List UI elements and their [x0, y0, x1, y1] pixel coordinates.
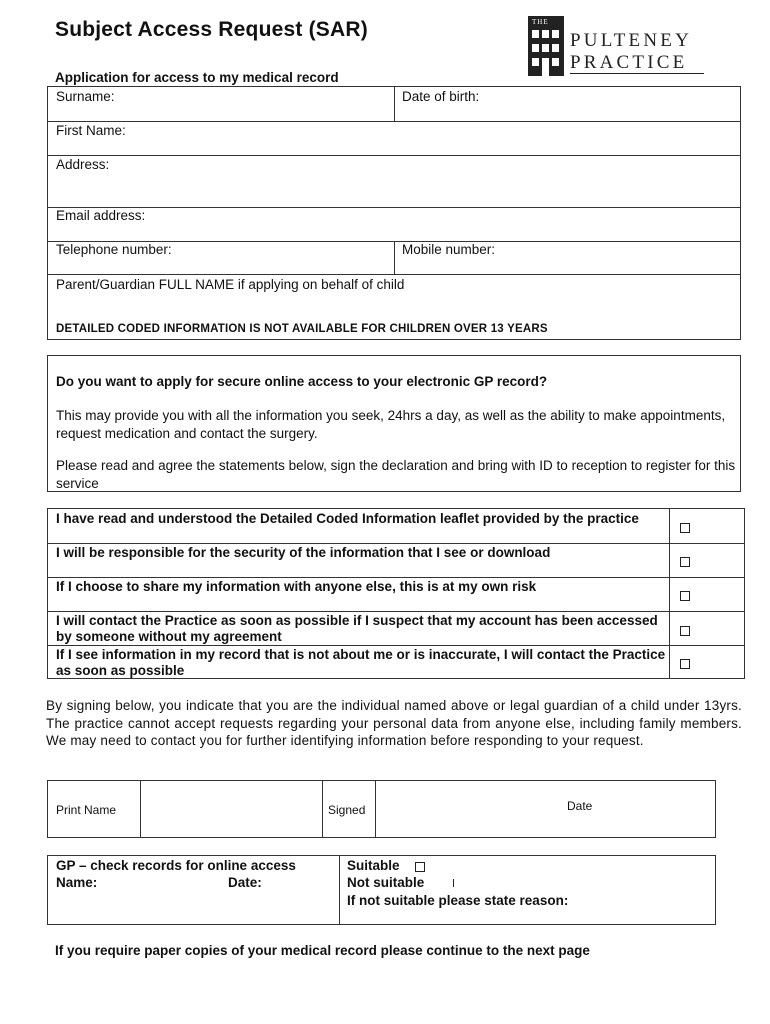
address-field[interactable]: Address:: [56, 157, 110, 172]
logo-the-text: THE: [532, 18, 549, 26]
statement-checkbox[interactable]: [680, 523, 690, 533]
reason-label: If not suitable please state reason:: [347, 893, 569, 908]
surname-field[interactable]: Surname:: [56, 89, 115, 104]
statement-row: I have read and understood the Detailed Coded Information leaflet provided by the practice: [56, 511, 639, 526]
suitable-label: Suitable: [347, 858, 400, 873]
statements-table: [47, 508, 745, 679]
logo-line2: PRACTICE: [570, 52, 688, 73]
gp-check-heading: GP – check records for online access: [56, 858, 296, 873]
logo-line1: PULTENEY: [570, 30, 693, 51]
signature-input[interactable]: [376, 781, 561, 837]
statement-checkbox[interactable]: [680, 659, 690, 669]
gp-name-label: Name:: [56, 875, 98, 890]
practice-logo: [528, 16, 708, 78]
online-access-box: [47, 355, 741, 492]
gp-date-label: Date:: [228, 875, 262, 890]
online-access-para1: This may provide you with all the information you seek, 24hrs a day, as well as the ability to make appointments, request medication and contact the surgery.: [56, 408, 726, 441]
not-suitable-label: Not suitable: [347, 875, 425, 890]
statement-checkbox[interactable]: [680, 591, 690, 601]
page-title: Subject Access Request (SAR): [55, 18, 368, 41]
suitable-checkbox[interactable]: [415, 862, 425, 872]
statement-row: If I see information in my record that is not about me or is inaccurate, I will contact the Practice as soon as possible: [56, 647, 666, 678]
statement-checkbox[interactable]: [680, 557, 690, 567]
mobile-field[interactable]: Mobile number:: [402, 242, 496, 257]
print-name-label: Print Name: [56, 803, 117, 817]
signature-row: [47, 780, 716, 838]
statement-checkbox[interactable]: [680, 626, 690, 636]
statement-row: If I choose to share my information with anyone else, this is at my own risk: [56, 579, 537, 594]
statement-row: I will be responsible for the security of the information that I see or download: [56, 545, 551, 560]
print-name-input[interactable]: [141, 781, 322, 837]
signed-label: Signed: [328, 803, 366, 817]
form-subtitle: Application for access to my medical record: [55, 70, 339, 85]
declaration-text: By signing below, you indicate that you are the individual named above or legal guardian of a child under 13yrs. The practice cannot accept requests regarding your personal data from anyone else, including family members. We may need to contact you for further identifying information before responding to your request.: [46, 698, 742, 748]
date-label[interactable]: Date: [567, 799, 593, 813]
statement-row: I will contact the Practice as soon as possible if I suspect that my account has been accessed by someone without my agreement: [56, 613, 658, 644]
details-form: [47, 86, 741, 340]
not-suitable-checkbox[interactable]: [453, 879, 454, 887]
dob-field[interactable]: Date of birth:: [402, 89, 480, 104]
online-access-para2: Please read and agree the statements below, sign the declaration and bring with ID to reception to register for this service: [56, 458, 736, 491]
children-notice: DETAILED CODED INFORMATION IS NOT AVAILABLE FOR CHILDREN OVER 13 YEARS: [56, 323, 548, 335]
footer-note: If you require paper copies of your medical record please continue to the next page: [55, 943, 590, 958]
online-access-question: Do you want to apply for secure online access to your electronic GP record?: [56, 374, 548, 389]
email-field[interactable]: Email address:: [56, 208, 146, 223]
gp-check-box: [47, 855, 716, 925]
first-name-field[interactable]: First Name:: [56, 123, 126, 138]
telephone-field[interactable]: Telephone number:: [56, 242, 172, 257]
guardian-field[interactable]: Parent/Guardian FULL NAME if applying on behalf of child: [56, 277, 405, 292]
